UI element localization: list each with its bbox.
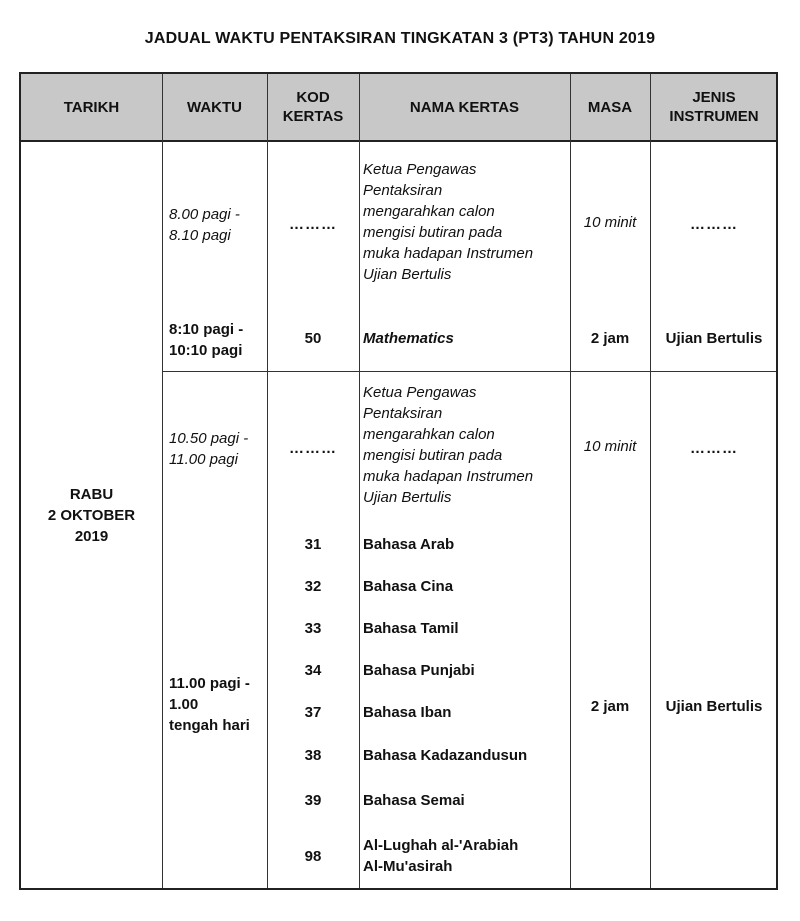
block2-paper-time xyxy=(169,673,250,736)
paper-nama-line1: Al-Lughah al-'Arabiah xyxy=(363,837,519,854)
instr-line: Pentaksiran xyxy=(363,182,443,199)
date-day: RABU xyxy=(69,486,114,503)
table-header xyxy=(21,74,776,142)
block1-instr-masa: 10 minit xyxy=(583,214,637,231)
date-year: 2019 xyxy=(74,528,109,545)
page-title: JADUAL WAKTU PENTAKSIRAN TINGKATAN 3 (PT3) TAHUN 2019 xyxy=(144,30,656,47)
instr-line: Ketua Pengawas xyxy=(363,384,477,401)
paper-kod: 37 xyxy=(304,704,322,721)
instr-line: mengarahkan calon xyxy=(363,203,495,220)
header-kod-kertas xyxy=(267,74,359,140)
paper-nama: Bahasa Tamil xyxy=(363,620,459,637)
block2-instr-time-start: 10.50 pagi - xyxy=(169,430,249,447)
instr-line: mengisi butiran pada xyxy=(363,447,503,464)
instr-line: Pentaksiran xyxy=(363,405,443,422)
row-divider xyxy=(162,371,776,372)
block2-paper-time-start: 11.00 pagi - xyxy=(169,675,250,692)
header-kod-line2: KERTAS xyxy=(282,108,344,125)
paper-nama-line2: Al-Mu'asirah xyxy=(363,858,453,875)
block2-instr-jenis: ……… xyxy=(690,440,738,457)
paper-nama: Bahasa Punjabi xyxy=(363,662,475,679)
block1-paper-kod: 50 xyxy=(304,330,322,347)
column-divider xyxy=(359,74,360,888)
block1-instr-jenis: ……… xyxy=(690,216,738,233)
paper-kod: 38 xyxy=(304,747,322,764)
block1-paper-time-end: 10:10 pagi xyxy=(169,342,243,359)
instr-line: mengisi butiran pada xyxy=(363,224,503,241)
timetable xyxy=(19,72,778,890)
block1-paper-masa: 2 jam xyxy=(590,330,630,347)
block1-paper-time xyxy=(169,319,243,361)
block1-paper-time-start: 8:10 pagi - xyxy=(169,321,244,338)
block2-instr-text xyxy=(363,382,568,508)
block2-instr-masa: 10 minit xyxy=(583,438,637,455)
column-divider xyxy=(570,74,571,888)
paper-kod: 32 xyxy=(304,578,322,595)
header-kod-line1: KOD xyxy=(296,89,330,106)
instr-line: mengarahkan calon xyxy=(363,426,495,443)
column-divider xyxy=(162,74,163,888)
block1-instr-text xyxy=(363,159,568,285)
header-jenis-line2: INSTRUMEN xyxy=(669,108,759,125)
header-jenis-instrumen xyxy=(650,74,778,140)
paper-kod: 33 xyxy=(304,620,322,637)
paper-nama: Bahasa Semai xyxy=(363,792,465,809)
block2-instr-time-end: 11.00 pagi xyxy=(169,451,238,468)
paper-nama: Bahasa Cina xyxy=(363,578,454,595)
header-nama-kertas: NAMA KERTAS xyxy=(409,98,520,116)
header-waktu: WAKTU xyxy=(187,98,242,116)
block2-paper-jenis: Ujian Bertulis xyxy=(665,698,763,715)
paper-nama: Bahasa Arab xyxy=(363,536,455,553)
instr-line: muka hadapan Instrumen xyxy=(363,468,534,485)
paper-nama: Bahasa Iban xyxy=(363,704,452,721)
block1-instr-time-end: 8.10 pagi xyxy=(169,227,231,244)
instr-line: Ujian Bertulis xyxy=(363,489,452,506)
block1-paper-nama: Mathematics xyxy=(363,330,454,347)
block1-instr-time xyxy=(169,204,240,246)
paper-kod: 98 xyxy=(304,848,322,865)
paper-nama: Bahasa Kadazandusun xyxy=(363,747,528,764)
instr-line: Ketua Pengawas xyxy=(363,161,477,178)
paper-nama xyxy=(363,835,518,877)
header-tarikh: TARIKH xyxy=(63,98,120,116)
block2-instr-kod: ……… xyxy=(289,440,337,457)
header-masa: MASA xyxy=(587,98,633,116)
paper-kod: 39 xyxy=(304,792,322,809)
column-divider xyxy=(650,74,651,888)
paper-kod: 34 xyxy=(304,662,322,679)
block1-instr-time-start: 8.00 pagi - xyxy=(169,206,240,223)
date-cell xyxy=(21,484,162,547)
block1-paper-jenis: Ujian Bertulis xyxy=(665,330,763,347)
block2-paper-time-mid: 1.00 xyxy=(169,696,199,713)
date-date: 2 OKTOBER xyxy=(47,507,136,524)
instr-line: Ujian Bertulis xyxy=(363,266,452,283)
block2-instr-time xyxy=(169,428,248,470)
header-jenis-line1: JENIS xyxy=(692,89,736,106)
paper-kod: 31 xyxy=(304,536,322,553)
block2-paper-masa: 2 jam xyxy=(590,698,630,715)
block1-instr-kod: ……… xyxy=(289,216,337,233)
block2-paper-time-end: tengah hari xyxy=(169,717,250,734)
instr-line: muka hadapan Instrumen xyxy=(363,245,534,262)
